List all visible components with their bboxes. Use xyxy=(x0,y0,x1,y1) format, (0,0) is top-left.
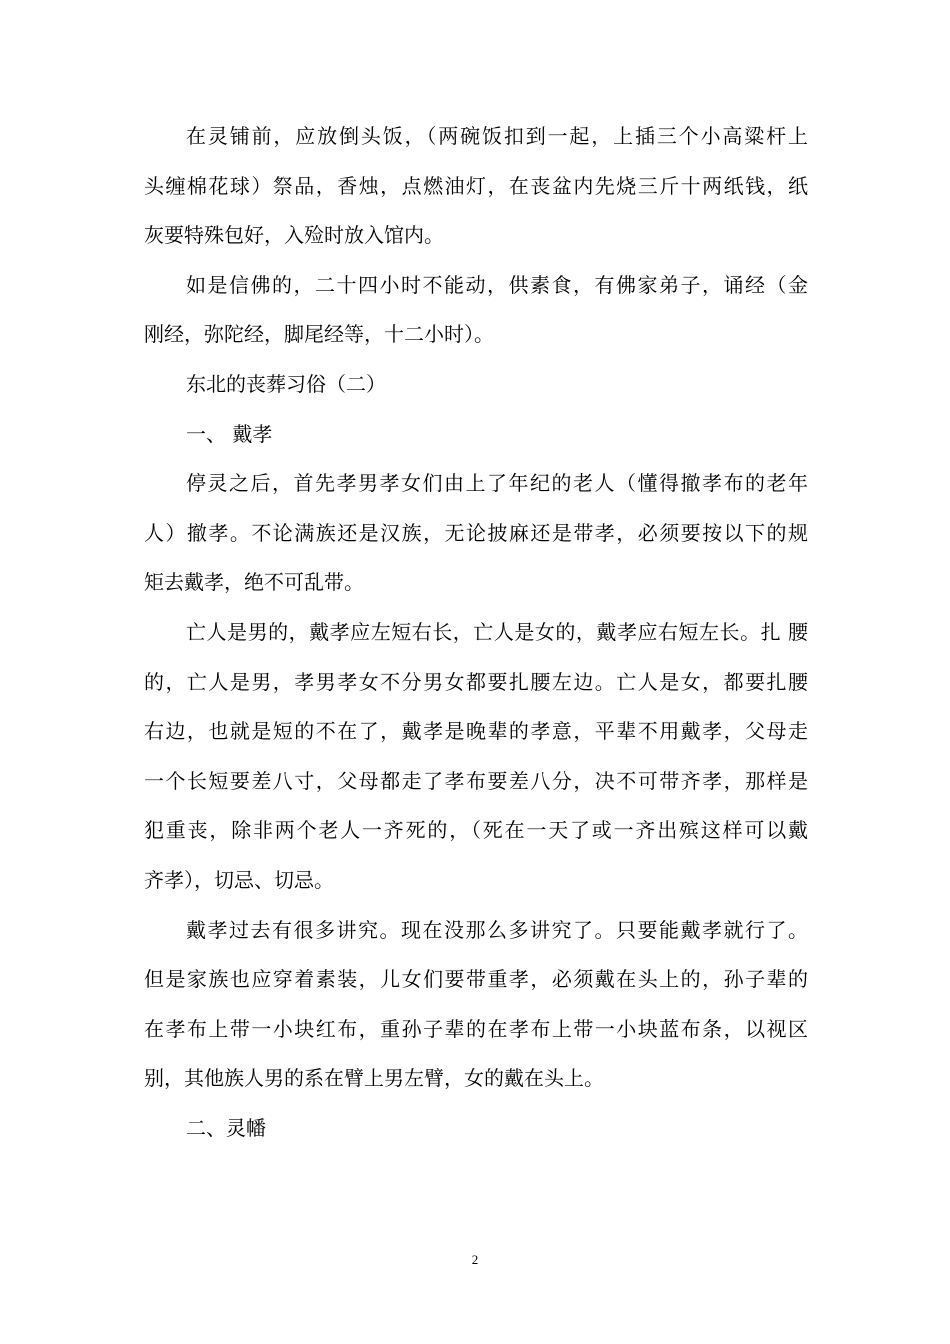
text-line: 一个长短要差八寸，父母都走了孝布要差八分，决不可带齐孝，那样是 xyxy=(144,768,808,793)
text-line: 停灵之后，首先孝男孝女们由上了年纪的老人（懂得撤孝布的老年 xyxy=(186,471,808,496)
text-line: 别，其他族人男的系在臂上男左臂，女的戴在头上。 xyxy=(144,1066,604,1091)
text-line: 的，亡人是男，孝男孝女不分男女都要扎腰左边。亡人是女，都要扎腰 xyxy=(144,669,808,694)
text-line: 右边，也就是短的不在了，戴孝是晚辈的孝意，平辈不用戴孝，父母走 xyxy=(144,719,808,744)
document-body xyxy=(144,112,808,1153)
text-line: 亡人是男的，戴孝应左短右长，亡人是女的，戴孝应右短左长。扎 腰 xyxy=(186,619,808,644)
text-line: 如是信佛的，二十四小时不能动，供素食，有佛家弟子，诵经（金 xyxy=(186,272,808,297)
text-line: 齐孝），切忌、切忌。 xyxy=(144,867,334,892)
text-line: 灰要特殊包好，入殓时放入馆内。 xyxy=(144,223,444,248)
text-line: 在灵铺前，应放倒头饭，（两碗饭扣到一起，上插三个小高粱杆上 xyxy=(186,124,808,148)
text-line: 头缠棉花球）祭品，香烛，点燃油灯，在丧盆内先烧三斤十两纸钱，纸 xyxy=(144,173,808,198)
text-line: 人）撤孝。不论满族还是汉族，无论披麻还是带孝，必须要按以下的规 xyxy=(144,520,808,545)
text-line: 刚经，弥陀经，脚尾经等，十二小时）。 xyxy=(144,322,494,347)
text-line: 二、灵幡 xyxy=(186,1115,266,1140)
page-number: 2 xyxy=(471,1252,479,1267)
text-line: 在孝布上带一小块红布，重孙子辈的在孝布上带一小块蓝布条，以视区 xyxy=(144,1016,808,1041)
text-line: 戴孝过去有很多讲究。现在没那么多讲究了。只要能戴孝就行了。 xyxy=(186,917,808,942)
text-line: 犯重丧，除非两个老人一齐死的，（死在一天了或一齐出殡这样可以戴 xyxy=(144,818,808,843)
text-line: 但是家族也应穿着素装，儿女们要带重孝，必须戴在头上的，孙子辈的 xyxy=(144,967,808,992)
text-line: 一、 戴孝 xyxy=(186,421,273,446)
text-line: 东北的丧葬习俗（二） xyxy=(186,371,386,396)
text-line: 矩去戴孝，绝不可乱带。 xyxy=(144,570,364,595)
